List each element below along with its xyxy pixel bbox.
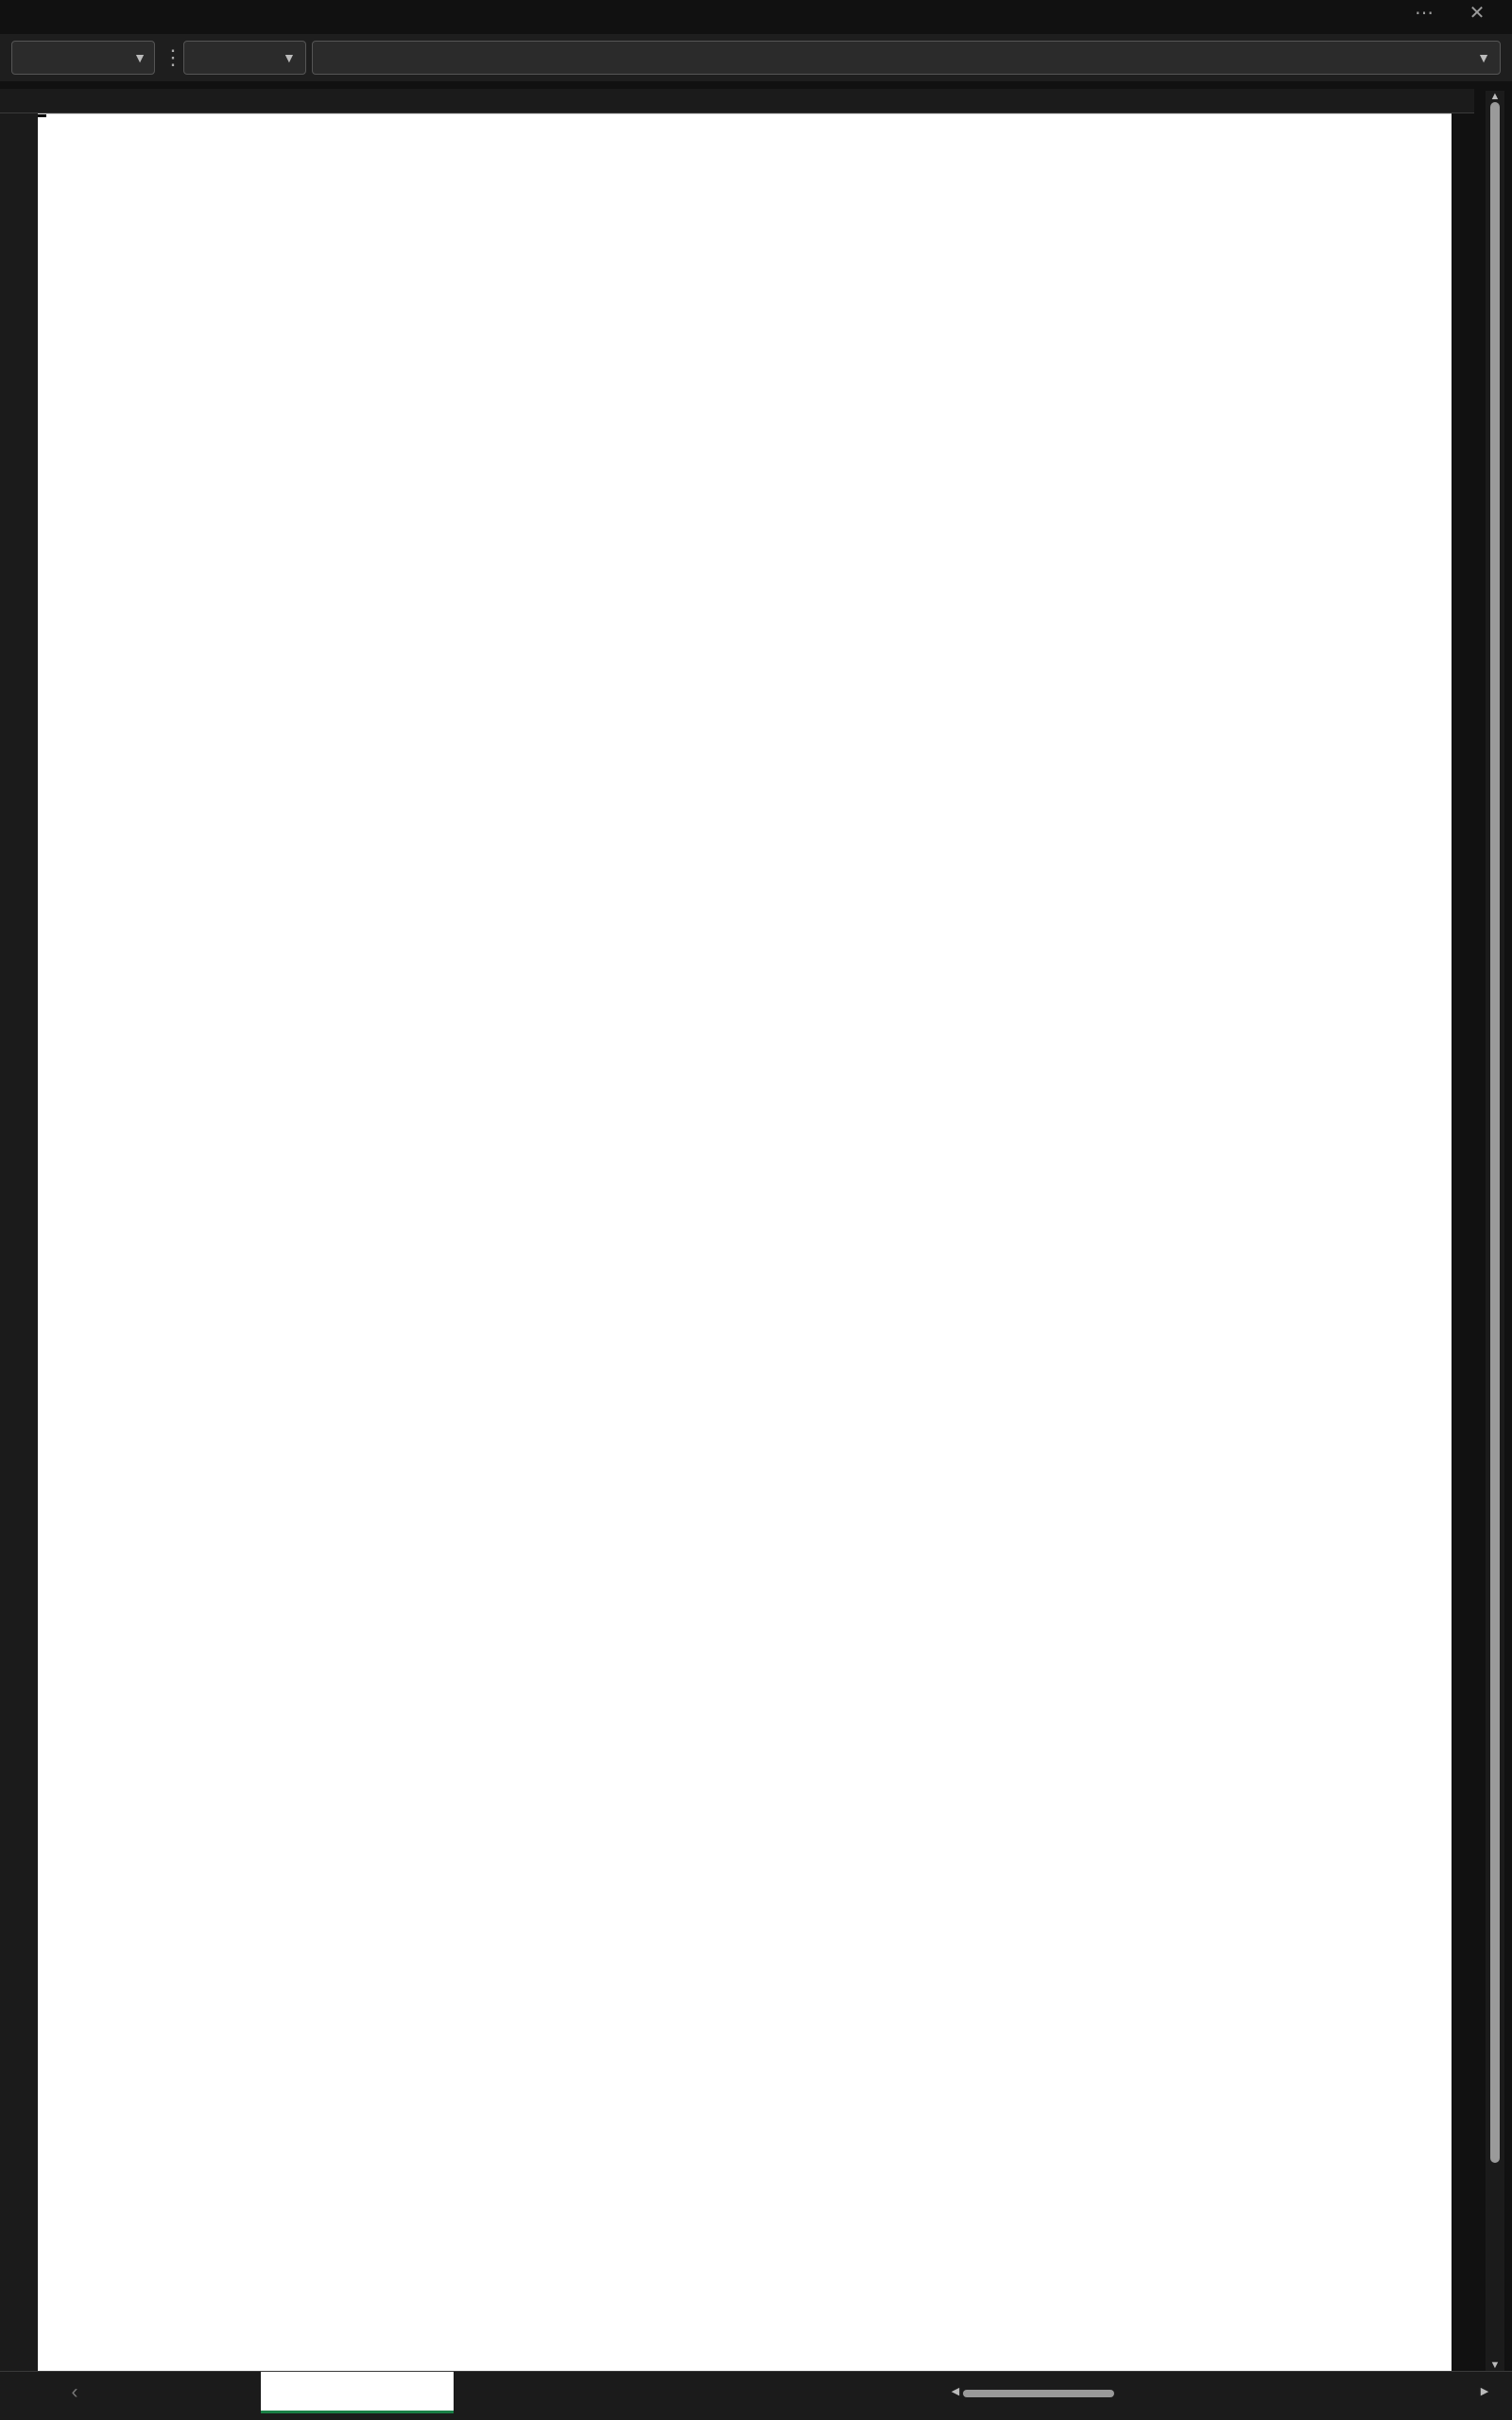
sheet-grid[interactable]	[38, 113, 1452, 2371]
formula-input[interactable]	[312, 41, 1501, 75]
tab-sheet1[interactable]	[142, 2372, 255, 2413]
row-headers	[0, 113, 38, 2371]
prev-sheet-icon[interactable]: ‹	[71, 2381, 78, 2403]
scroll-up-icon[interactable]: ▲	[1489, 91, 1501, 102]
scroll-down-icon[interactable]: ▼	[1489, 2360, 1501, 2371]
formula-bar	[0, 34, 1512, 81]
scroll-left-icon[interactable]: ◀	[951, 2386, 960, 2397]
horizontal-scroll-thumb[interactable]	[963, 2390, 1114, 2397]
horizontal-scrollbar[interactable]	[950, 2385, 1490, 2402]
vertical-scroll-thumb[interactable]	[1490, 102, 1500, 2163]
name-box[interactable]	[11, 41, 155, 75]
column-headers	[0, 89, 1474, 113]
more-options-icon[interactable]: ⋯	[1415, 3, 1434, 24]
close-icon[interactable]: ✕	[1469, 3, 1486, 24]
vertical-scrollbar[interactable]	[1486, 91, 1504, 2371]
tab-event-quest-list[interactable]	[261, 2372, 454, 2413]
vertical-dots-icon[interactable]: ⋮	[163, 45, 183, 69]
sheet-tab-bar	[0, 2371, 1512, 2420]
scroll-right-icon[interactable]: ▶	[1480, 2386, 1489, 2397]
expand-formula-icon[interactable]: ▼	[1477, 50, 1490, 65]
tab-options-icon[interactable]	[902, 2372, 924, 2413]
chevron-down-icon[interactable]: ▼	[283, 50, 296, 65]
title-bar	[0, 0, 1512, 28]
add-sheet-button[interactable]	[507, 2372, 544, 2413]
section-title[interactable]	[38, 113, 1452, 114]
chevron-down-icon[interactable]: ▼	[133, 50, 146, 65]
formula-buttons	[183, 41, 306, 75]
